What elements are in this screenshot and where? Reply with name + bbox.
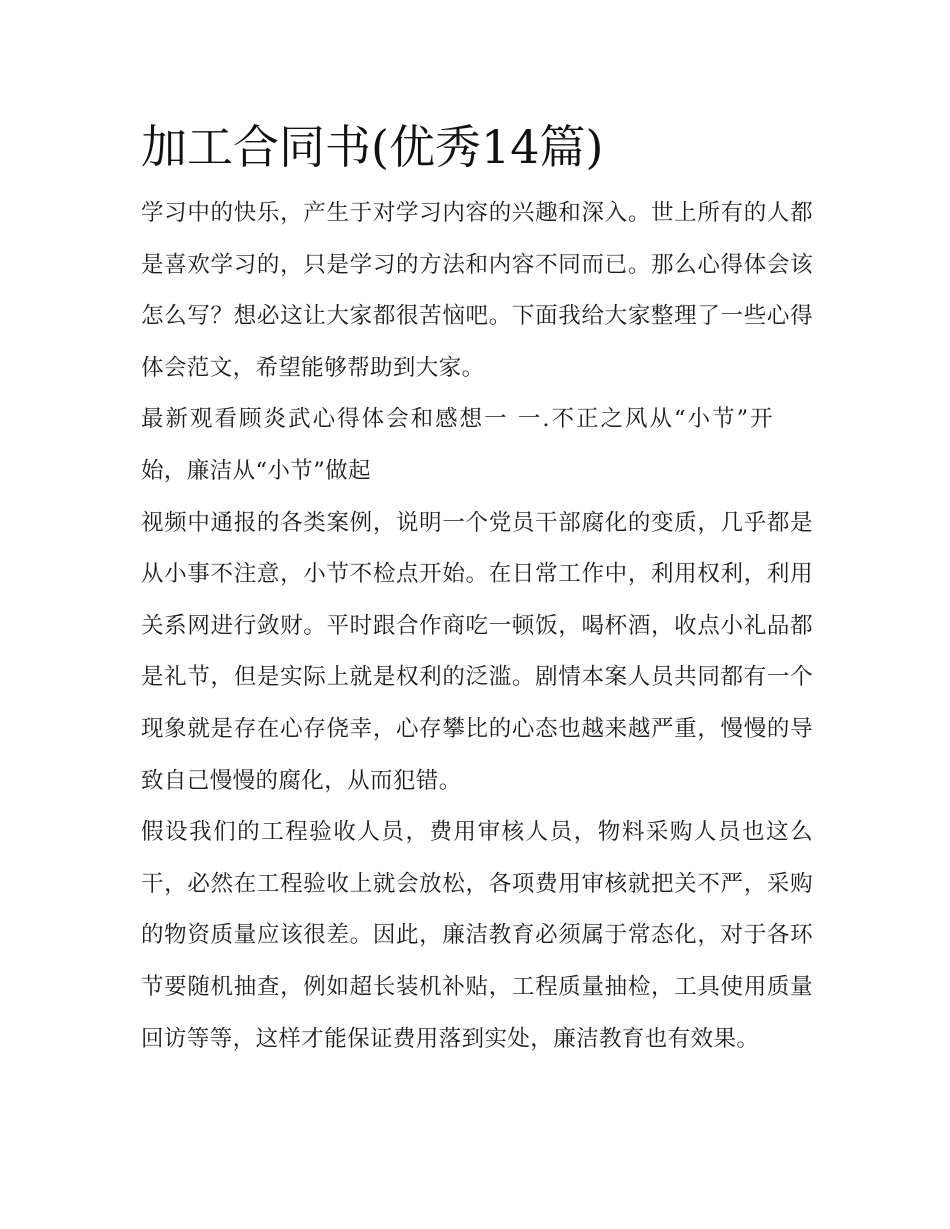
paragraph-cases: 视频中通报的各类案例，说明一个党员干部腐化的变质，几乎都是从小事不注意，小节不检点开始。在日常工作中，利用权利，利用关系网进行敛财。平时跟合作商吃一顿饭，喝杯酒，收点小礼品都是礼节，但是实际上就是权利的泛滥。剧情本案人员共同都有一个现象就是存在心存侥幸，心存攀比的心态也越来越严重，慢慢的导致自己慢慢的腐化，从而犯错。 (141, 509, 813, 794)
paragraph-heading: 最新观看顾炎武心得体会和感想一 一.不正之风从“小节”开始，廉洁从“小节”做起 (141, 406, 773, 484)
paragraph-hypothesis: 假设我们的工程验收人员，费用审核人员，物料采购人员也这么干，必然在工程验收上就会放松，各项费用审核就把关不严，采购的物资质量应该很差。因此，廉洁教育必须属于常态化，对于各环节要随机抽查，例如超长装机补贴，工程质量抽检，工具使用质量回访等等，这样才能保证费用落到实处，廉洁教育也有效果。 (141, 819, 813, 1052)
document-title: 加工合同书(优秀14篇) (141, 120, 604, 174)
document-body (141, 112, 813, 1065)
paragraph-intro: 学习中的快乐，产生于对学习内容的兴趣和深入。世上所有的人都是喜欢学习的，只是学习的方法和内容不同而已。那么心得体会该怎么写？想必这让大家都很苦恼吧。下面我给大家整理了一些心得体会范文，希望能够帮助到大家。 (141, 200, 813, 381)
